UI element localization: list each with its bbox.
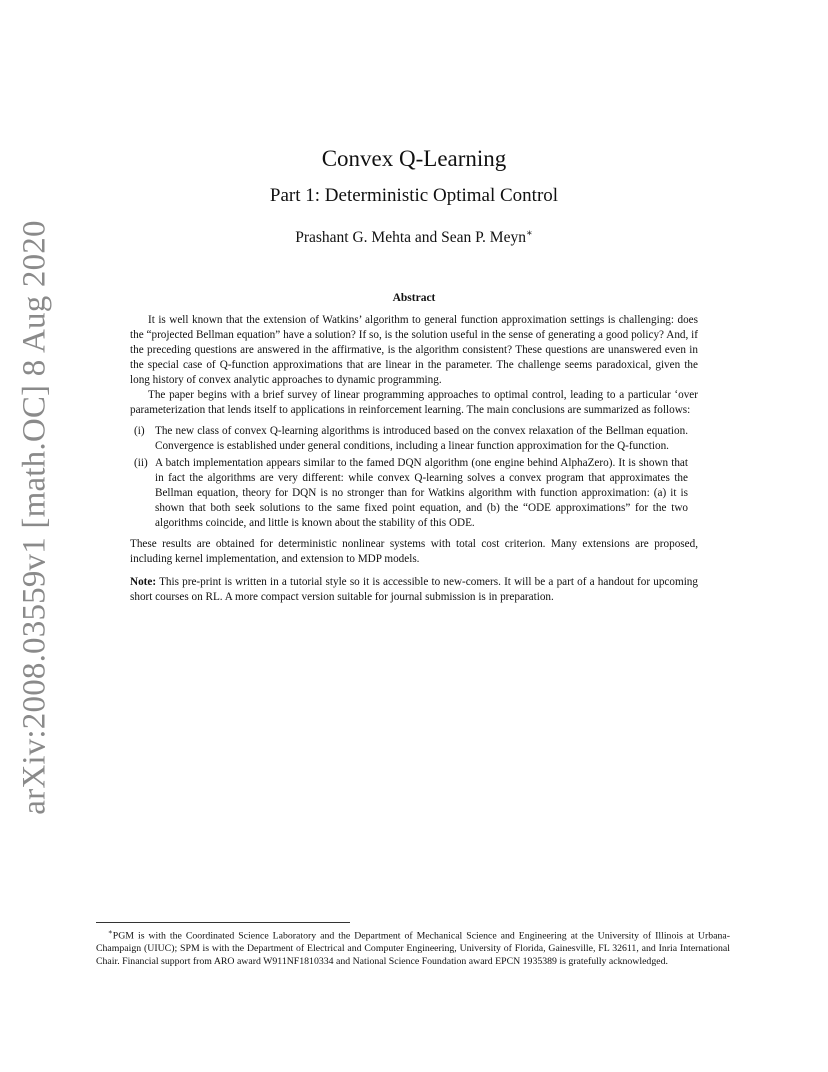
abstract-paragraph-1: It is well known that the extension of Watkins’ algorithm to general function approximation settings is challenging: does the “projected Bellman equation” have a solution? If so, is the solution useful in the sense of generating a good policy? And, if the preceding questions are answered in the affirmative, is the algorithm consistent? These questions are unanswered even in the special case of Q-function approximations that are linear in the parameter. The challenge seems paradoxical, given the long history of convex analytic approaches to dynamic programming. <box>130 314 698 386</box>
abstract-heading: Abstract <box>392 292 436 304</box>
list-item-text: The new class of convex Q-learning algorithms is introduced based on the convex relaxation of the Bellman equation. Convergence is established under general conditions, including a linear function approximation for the Q-function. <box>155 425 688 452</box>
abstract-paragraph-2: The paper begins with a brief survey of linear programming approaches to optimal control, leading to a particular ‘over parameterization that lends itself to applications in reinforcement learning. The main conclusions are summarized as follows: <box>130 389 698 416</box>
author-names: Prashant G. Mehta and Sean P. Meyn <box>295 229 526 247</box>
abstract-note <box>130 575 698 605</box>
list-item-marker: (i) <box>134 425 145 437</box>
paper-authors <box>0 228 828 247</box>
footnote-mark: ∗ <box>108 928 113 936</box>
paper-subtitle: Part 1: Deterministic Optimal Control <box>269 185 559 206</box>
abstract-body <box>130 313 698 605</box>
list-item <box>130 456 698 531</box>
list-item-marker: (ii) <box>134 457 148 469</box>
arxiv-identifier: arXiv:2008.03559v1 [math.OC] 8 Aug 2020 <box>16 219 53 815</box>
author-footnote-mark: ∗ <box>525 228 533 239</box>
footnote-paragraph <box>96 926 730 968</box>
footnote-text: PGM is with the Coordinated Science Laboratory and the Department of Mechanical Science and Engineering at the University of Illinois at Urbana-Champaign (UIUC); SPM is with the Department of Electrical and Computer Engineering, University of Florida, Gainesville, FL 32611, and Inria International Chair. Financial support from ARO award W911NF1810334 and National Science Foundation award EPCN 1935389 is gratefully acknowledged. <box>96 930 730 968</box>
abstract-paragraph-3: These results are obtained for deterministic nonlinear systems with total cost criterion. Many extensions are proposed, including kernel implementation, and extension to MDP models. <box>130 538 698 565</box>
conclusions-list <box>130 424 698 531</box>
note-label: Note: <box>130 576 157 588</box>
footnote <box>96 926 730 968</box>
note-text: This pre-print is written in a tutorial style so it is accessible to new-comers. It will be a part of a handout for upcoming short courses on RL. A more compact version suitable for journal submission is in preparation. <box>130 576 698 603</box>
arxiv-side-stamp <box>12 219 58 815</box>
paper-title: Convex Q-Learning <box>321 146 507 171</box>
footnote-divider <box>96 922 350 923</box>
list-item <box>130 424 698 454</box>
list-item-text: A batch implementation appears similar to the famed DQN algorithm (one engine behind AlphaZero). It is shown that in fact the algorithms are very different: while convex Q-learning solves a convex program that approximates the Bellman equation, theory for DQN is no stronger than for Watkins algorithm with function approximation: (a) it is shown that both seek solutions to the same fixed point equation, and (b) the “ODE approximations” for the two algorithms coincide, and little is known about the stability of this ODE. <box>155 457 688 529</box>
